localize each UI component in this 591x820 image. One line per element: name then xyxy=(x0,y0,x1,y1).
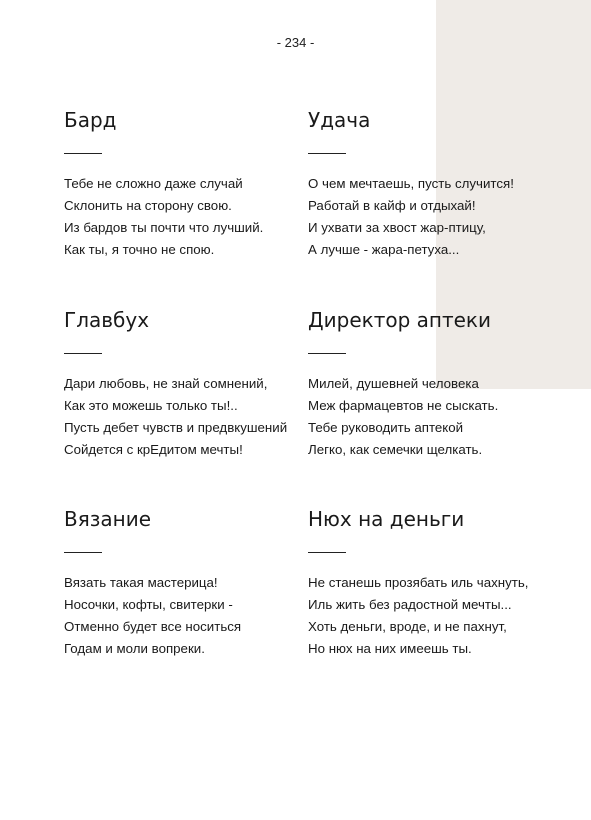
poem-line: Не станешь прозябать иль чахнуть, xyxy=(308,575,529,590)
poem-line: Пусть дебет чувств и предвкушений xyxy=(64,420,288,435)
page-number: - 234 - xyxy=(276,35,315,50)
title-divider xyxy=(64,552,102,553)
poem-line: Годам и моли вопреки. xyxy=(64,641,205,656)
poem-line: Из бардов ты почти что лучший. xyxy=(64,220,264,235)
poem-line: Милей, душевней человека xyxy=(308,376,479,391)
title-divider xyxy=(308,552,346,553)
poem-bard xyxy=(64,108,304,261)
title-divider xyxy=(308,153,346,154)
poem-line: И ухвати за хвост жар-птицу, xyxy=(308,220,486,235)
poem-direktor-apteki xyxy=(308,308,548,461)
poem-line: Легко, как семечки щелкать. xyxy=(308,442,483,457)
poem-line: Меж фармацевтов не сыскать. xyxy=(308,398,499,413)
poem-line: Носочки, кофты, свитерки - xyxy=(64,597,233,612)
poem-line: Тебе не сложно даже случай xyxy=(64,176,243,191)
poem-line: Иль жить без радостной мечты... xyxy=(308,597,512,612)
poem-udacha xyxy=(308,108,548,261)
poem-title: Удача xyxy=(308,108,371,132)
poem-line: Работай в кайф и отдыхай! xyxy=(308,198,476,213)
poem-line: Склонить на сторону свою. xyxy=(64,198,232,213)
poem-line: Как это можешь только ты!.. xyxy=(64,398,238,413)
poem-line: Тебе руководить аптекой xyxy=(308,420,464,435)
poem-title: Бард xyxy=(64,108,117,132)
poem-lines xyxy=(64,173,304,261)
poem-lines xyxy=(64,373,304,461)
poem-title: Нюх на деньги xyxy=(308,507,465,531)
poem-nyukh-na-dengi xyxy=(308,507,548,660)
poem-title: Вязание xyxy=(64,507,152,531)
poem-line: Дари любовь, не знай сомнений, xyxy=(64,376,268,391)
title-divider xyxy=(308,353,346,354)
poem-title: Директор аптеки xyxy=(308,308,492,332)
poem-vyazanie xyxy=(64,507,304,660)
title-divider xyxy=(64,353,102,354)
title-divider xyxy=(64,153,102,154)
poem-line: Хоть деньги, вроде, и не пахнут, xyxy=(308,619,507,634)
poem-lines xyxy=(64,572,304,660)
poem-lines xyxy=(308,173,548,261)
poem-glavbukh xyxy=(64,308,304,461)
poem-title: Главбух xyxy=(64,308,150,332)
poem-lines xyxy=(308,373,548,461)
poem-line: Как ты, я точно не спою. xyxy=(64,242,215,257)
poem-line: О чем мечтаешь, пусть случится! xyxy=(308,176,514,191)
poem-lines xyxy=(308,572,548,660)
poem-line: А лучше - жара-петуха... xyxy=(308,242,460,257)
poem-line: Но нюх на них имеешь ты. xyxy=(308,641,472,656)
poem-line: Вязать такая мастерица! xyxy=(64,575,218,590)
poem-line: Отменно будет все носиться xyxy=(64,619,242,634)
poem-line: Сойдется с крЕдитом мечты! xyxy=(64,442,243,457)
